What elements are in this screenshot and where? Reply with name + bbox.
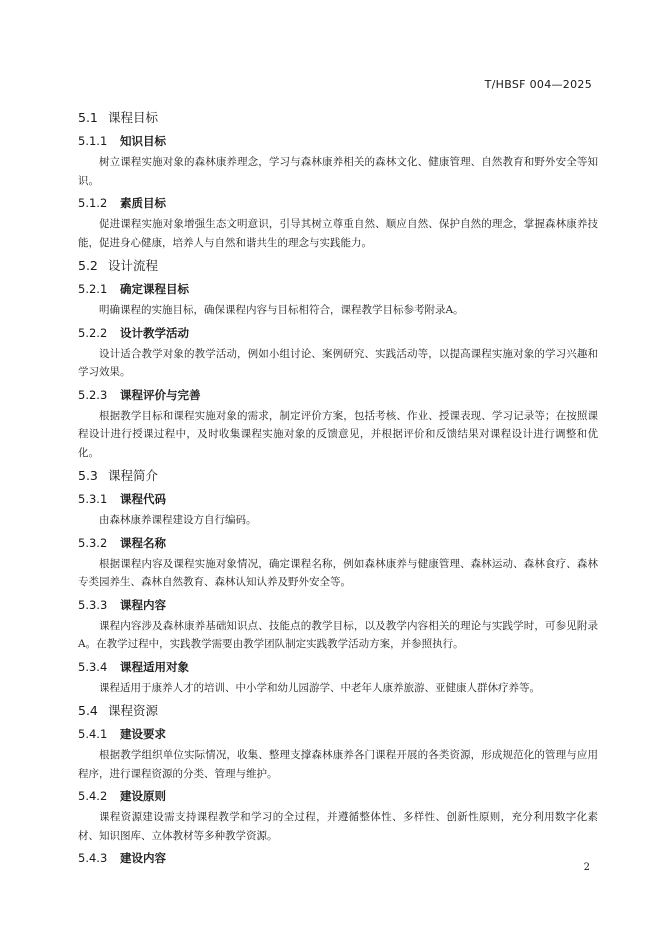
heading-title: 知识目标: [120, 134, 166, 148]
heading-title: 设计流程: [108, 258, 159, 273]
subsection-heading: [78, 279, 598, 299]
section-heading: [78, 256, 598, 276]
body-paragraph: 根据教学组织单位实际情况，收集、整理支撑森林康养各门课程开展的各类资源，形成规范化的管理与应用程序，进行课程资源的分类、管理与维护。: [78, 749, 598, 780]
heading-title: 课程目标: [108, 110, 159, 125]
heading-number: 5.4.3: [78, 851, 108, 865]
heading-number: 5.3.3: [78, 597, 108, 612]
document-body: [78, 104, 598, 870]
heading-number: 5.1.1: [78, 134, 108, 148]
body-paragraph: 课程内容涉及森林康养基础知识点、技能点的教学目标，以及教学内容相关的理论与实践学时，可参见附录A。在教学过程中，实践教学需要由教学团队制定实践教学活动方案，并参照执行。: [78, 619, 598, 650]
body-paragraph: 由森林康养课程建设方自行编码。: [99, 514, 257, 526]
subsection-heading: [78, 657, 598, 677]
heading-number: 5.2.2: [78, 325, 108, 340]
heading-number: 5.3: [78, 468, 98, 483]
body-paragraph: 设计适合教学对象的教学活动，例如小组讨论、案例研究、实践活动等，以提高课程实施对象的学习兴趣和学习效果。: [78, 347, 598, 378]
heading-number: 5.4: [78, 703, 98, 718]
section-heading: [78, 701, 598, 721]
subsection-heading: [78, 595, 598, 615]
section-heading: [78, 466, 598, 486]
subsection-heading: [78, 323, 598, 343]
heading-number: 5.2.1: [78, 282, 108, 296]
body-paragraph: 树立课程实施对象的森林康养理念，学习与森林康养相关的森林文化、健康管理、自然教育和野外安全等知识。: [78, 156, 598, 187]
document-code: T/HBSF 004—2025: [484, 78, 592, 91]
heading-number: 5.3.2: [78, 535, 108, 550]
heading-title: 课程内容: [120, 597, 166, 612]
heading-number: 5.3.4: [78, 659, 108, 674]
heading-title: 课程简介: [108, 468, 159, 483]
heading-number: 5.3.1: [78, 492, 108, 506]
subsection-heading: [78, 385, 598, 405]
body-paragraph: 课程适用于康养人才的培训、中小学和幼儿园游学、中老年人康养旅游、亚健康人群休疗养等。: [99, 681, 540, 694]
body-paragraph: 课程资源建设需支持课程教学和学习的全过程，并遵循整体性、多样性、创新性原则，充分利用数字化素材、知识图库、立体教材等多种教学资源。: [78, 811, 598, 842]
subsection-heading: [78, 724, 598, 744]
subsection-heading: [78, 193, 598, 213]
heading-title: 课程代码: [120, 492, 166, 506]
heading-title: 课程资源: [108, 703, 159, 718]
heading-title: 设计教学活动: [120, 325, 189, 340]
subsection-heading: [78, 131, 598, 151]
heading-title: 课程适用对象: [120, 659, 189, 674]
body-paragraph: 明确课程的实施目标，确保课程内容与目标相符合，课程教学目标参考附录A。: [99, 304, 464, 316]
heading-number: 5.1.2: [78, 196, 108, 210]
heading-title: 建设要求: [120, 727, 166, 741]
subsection-heading: [78, 786, 598, 806]
heading-title: 建设原则: [120, 789, 166, 803]
section-heading: [78, 108, 598, 128]
subsection-heading: [78, 489, 598, 509]
subsection-heading: [78, 848, 598, 868]
heading-number: 5.2: [78, 258, 98, 273]
heading-number: 5.1: [78, 110, 98, 125]
heading-title: 课程评价与完善: [120, 387, 201, 402]
page-number: 2: [583, 862, 590, 873]
heading-title: 课程名称: [120, 535, 166, 550]
heading-title: 建设内容: [120, 851, 166, 865]
heading-number: 5.4.1: [78, 727, 108, 741]
subsection-heading: [78, 533, 598, 553]
body-paragraph: 促进课程实施对象增强生态文明意识，引导其树立尊重自然、顺应自然、保护自然的理念，掌握森林康养技能，促进身心健康，培养人与自然和谐共生的理念与实践能力。: [78, 218, 598, 249]
heading-title: 确定课程目标: [120, 282, 189, 296]
body-paragraph: 根据教学目标和课程实施对象的需求，制定评价方案，包括考核、作业、授课表现、学习记录等；在按照课程设计进行授课过程中，及时收集课程实施对象的反馈意见，并根据评价和反馈结果对课程设计进行调整和优化。: [78, 409, 598, 459]
heading-number: 5.4.2: [78, 789, 108, 803]
heading-title: 素质目标: [120, 196, 166, 210]
heading-number: 5.2.3: [78, 387, 108, 402]
body-paragraph: 根据课程内容及课程实施对象情况，确定课程名称，例如森林康养与健康管理、森林运动、森林食疗、森林专类园养生、森林自然教育、森林认知认养及野外安全等。: [78, 557, 598, 588]
